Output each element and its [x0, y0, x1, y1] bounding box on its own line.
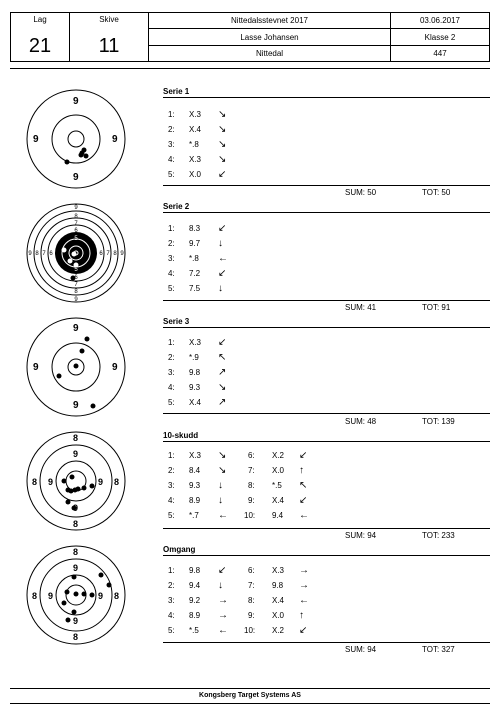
target-omgang	[26, 545, 126, 645]
shot-number: 1:	[168, 110, 175, 119]
series-title: Serie 1	[163, 87, 190, 96]
shot-direction-icon: ↙	[299, 495, 308, 506]
footer-rule	[10, 688, 490, 689]
ring-label: 9	[73, 616, 79, 626]
series-sum-rule	[163, 528, 490, 529]
shot-number: 2:	[168, 466, 175, 475]
shot-direction-icon: →	[299, 565, 309, 576]
shot-value: *.9	[189, 353, 199, 362]
shot-direction-icon: ↘	[218, 382, 227, 393]
svg-text:8: 8	[74, 289, 78, 295]
shot-value: X.0	[272, 611, 285, 620]
shot-direction-icon: ↘	[218, 139, 227, 150]
shot-number: 4:	[168, 611, 175, 620]
shot-value: 9.8	[189, 368, 201, 377]
shot-value: X.3	[272, 566, 285, 575]
series-sum-rule	[163, 642, 490, 643]
svg-text:6: 6	[99, 251, 103, 257]
shot-value: 9.7	[189, 239, 201, 248]
series-sum: SUM: 94	[345, 531, 377, 540]
ring-label: 8	[73, 519, 79, 529]
shot-number: 3:	[168, 140, 175, 149]
shot-number: 8:	[248, 481, 255, 490]
skive-value: 11	[98, 35, 120, 57]
shot-direction-icon: ←	[299, 595, 309, 606]
shot-number: 3:	[168, 368, 175, 377]
shot-direction-icon: ←	[218, 253, 228, 264]
shot-number: 4:	[168, 269, 175, 278]
svg-text:7: 7	[106, 251, 110, 257]
shot-direction-icon: ↑	[299, 465, 304, 476]
shot-value: X.4	[272, 496, 285, 505]
shooter-name: Lasse Johansen	[240, 33, 299, 42]
target-10-skudd	[26, 431, 126, 531]
shot-value: *.5	[272, 481, 282, 490]
svg-text:6: 6	[49, 251, 53, 257]
lag-cell	[10, 12, 70, 62]
svg-text:7: 7	[42, 251, 46, 257]
shot-number: 8:	[248, 596, 255, 605]
shot-direction-icon: ←	[299, 510, 309, 521]
shot-direction-icon: ↑	[299, 610, 304, 621]
footer-rule	[10, 703, 490, 704]
shot-value: 8.9	[189, 611, 201, 620]
svg-text:9: 9	[74, 205, 78, 211]
shot-direction-icon: ↙	[218, 169, 227, 180]
shot-number: 9:	[248, 496, 255, 505]
ring-label: 9	[73, 449, 79, 459]
series-total: TOT: 233	[422, 531, 455, 540]
series-sum-rule	[163, 185, 490, 186]
shot-number: 5:	[168, 398, 175, 407]
ring-label: 9	[73, 503, 79, 513]
series-title-rule	[163, 212, 490, 213]
shot-number: 4:	[168, 496, 175, 505]
shot-number: 1:	[168, 566, 175, 575]
svg-text:9: 9	[28, 251, 32, 257]
ring-label: 9	[73, 400, 79, 411]
shot-number: 5:	[168, 626, 175, 635]
series-title-rule	[163, 97, 490, 98]
shot-number: 10:	[244, 626, 256, 635]
shot-value: X.2	[272, 626, 285, 635]
svg-text:8: 8	[35, 251, 39, 257]
shot-number: 2:	[168, 353, 175, 362]
shot-direction-icon: ↓	[218, 480, 223, 491]
shot-number: 2:	[168, 239, 175, 248]
shot-value: 7.5	[189, 284, 201, 293]
shot-value: X.4	[189, 125, 202, 134]
shot-value: X.0	[272, 466, 285, 475]
ring-label: 8	[73, 547, 79, 557]
shot-number: 5:	[168, 170, 175, 179]
shot-direction-icon: ↓	[218, 238, 223, 249]
shot-direction-icon: ↘	[218, 109, 227, 120]
ring-label: 9	[48, 477, 54, 487]
ring-label: 8	[32, 591, 38, 601]
header-table	[10, 12, 490, 62]
svg-text:7: 7	[74, 221, 78, 227]
start-number: 447	[433, 49, 447, 58]
shot-value: X.3	[189, 110, 202, 119]
shot-number: 5:	[168, 511, 175, 520]
shot-number: 3:	[168, 254, 175, 263]
series-sum: SUM: 48	[345, 417, 377, 426]
ring-label: 9	[112, 362, 118, 373]
shot-number: 3:	[168, 481, 175, 490]
shot-value: 8.4	[189, 466, 201, 475]
shot-value: 9.8	[272, 581, 284, 590]
shot-value: X.3	[189, 451, 202, 460]
series-total: TOT: 139	[422, 417, 455, 426]
ring-label: 9	[112, 134, 118, 145]
svg-text:6: 6	[74, 275, 78, 281]
shot-number: 5:	[168, 284, 175, 293]
shot-number: 1:	[168, 451, 175, 460]
shot-value: *.8	[189, 140, 199, 149]
svg-text:9: 9	[74, 297, 78, 303]
shot-value: 9.3	[189, 383, 201, 392]
class: Klasse 2	[424, 33, 456, 42]
series-total: TOT: 327	[422, 645, 455, 654]
ring-label: 9	[33, 362, 39, 373]
header-divider	[10, 68, 490, 69]
shot-value: X.0	[189, 170, 202, 179]
series-title: Serie 3	[163, 317, 190, 326]
svg-text:5: 5	[74, 267, 78, 273]
shot-direction-icon: ↘	[218, 124, 227, 135]
lag-label: Lag	[33, 15, 47, 24]
lag-value: 21	[28, 35, 52, 57]
shot-value: X.4	[189, 398, 202, 407]
series-sum-rule	[163, 300, 490, 301]
shot-direction-icon: ↘	[218, 450, 227, 461]
shot-value: 9.3	[189, 481, 201, 490]
shot-number: 2:	[168, 125, 175, 134]
series-sum: SUM: 50	[345, 188, 377, 197]
series-sum: SUM: 41	[345, 303, 377, 312]
shot-direction-icon: ↘	[218, 154, 227, 165]
target-serie-2	[26, 203, 126, 303]
svg-text:7: 7	[74, 282, 78, 288]
ring-label: 9	[98, 477, 104, 487]
shot-number: 4:	[168, 383, 175, 392]
shot-direction-icon: ↓	[218, 283, 223, 294]
ring-label: 9	[98, 591, 104, 601]
shot-direction-icon: ↖	[218, 352, 227, 363]
series-title-rule	[163, 441, 490, 442]
shot-value: X.4	[272, 596, 285, 605]
footer-company: Kongsberg Target Systems AS	[199, 692, 301, 699]
series-title: 10-skudd	[163, 431, 199, 440]
shot-value: X.3	[189, 338, 202, 347]
shot-number: 7:	[248, 466, 255, 475]
ring-label: 8	[73, 632, 79, 642]
shot-number: 2:	[168, 581, 175, 590]
ring-label: 9	[73, 563, 79, 573]
shot-value: 9.2	[189, 596, 201, 605]
shot-direction-icon: ↗	[218, 367, 227, 378]
skive-cell	[69, 12, 149, 62]
shot-direction-icon: →	[218, 610, 228, 621]
shot-number: 6:	[248, 566, 255, 575]
shot-value: X.3	[189, 155, 202, 164]
shot-value: *.8	[189, 254, 199, 263]
date-cell	[390, 12, 490, 29]
shot-value: 9.8	[189, 566, 201, 575]
shot-direction-icon: ↗	[218, 397, 227, 408]
class-cell	[390, 28, 490, 46]
series-title-rule	[163, 555, 490, 556]
series-sum: SUM: 94	[345, 645, 377, 654]
shot-value: 7.2	[189, 269, 201, 278]
shot-number: 3:	[168, 596, 175, 605]
event-name: Nittedalsstevnet 2017	[231, 16, 308, 25]
svg-text:8: 8	[113, 251, 117, 257]
ring-label: 8	[114, 591, 120, 601]
svg-text:9: 9	[120, 251, 124, 257]
shot-direction-icon: →	[299, 580, 309, 591]
svg-text:6: 6	[74, 228, 78, 234]
shot-value: 8.9	[189, 496, 201, 505]
skive-label: Skive	[99, 15, 119, 24]
shot-number: 9:	[248, 611, 255, 620]
svg-text:8: 8	[74, 214, 78, 220]
number-cell	[390, 45, 490, 62]
svg-text:5: 5	[74, 236, 78, 242]
shot-number: 4:	[168, 155, 175, 164]
shot-value: 9.4	[189, 581, 201, 590]
shot-value: *.5	[189, 626, 199, 635]
shot-direction-icon: ↖	[299, 480, 308, 491]
ring-label: 8	[114, 477, 120, 487]
club-cell	[148, 45, 391, 62]
shot-direction-icon: ↙	[218, 565, 227, 576]
shot-number: 1:	[168, 338, 175, 347]
ring-label: 8	[32, 477, 38, 487]
shot-value: 8.3	[189, 224, 201, 233]
series-title-rule	[163, 327, 490, 328]
date: 03.06.2017	[419, 16, 461, 25]
club-name: Nittedal	[255, 49, 284, 58]
shot-number: 7:	[248, 581, 255, 590]
event-cell	[148, 12, 391, 29]
series-total: TOT: 91	[422, 303, 451, 312]
shot-direction-icon: →	[218, 595, 228, 606]
series-total: TOT: 50	[422, 188, 451, 197]
shot-direction-icon: ↘	[218, 465, 227, 476]
ring-label: 9	[48, 591, 54, 601]
shot-direction-icon: ↓	[218, 495, 223, 506]
ring-label: 8	[73, 433, 79, 443]
shot-direction-icon: ↙	[218, 337, 227, 348]
ring-label: 9	[33, 134, 39, 145]
shot-direction-icon: ↓	[218, 580, 223, 591]
shot-number: 6:	[248, 451, 255, 460]
shot-direction-icon: ↙	[218, 223, 227, 234]
shot-value: X.2	[272, 451, 285, 460]
series-title: Serie 2	[163, 202, 190, 211]
shot-direction-icon: ←	[218, 625, 228, 636]
shot-direction-icon: ↙	[299, 625, 308, 636]
ring-label: 9	[73, 323, 79, 334]
shot-direction-icon: ↙	[299, 450, 308, 461]
shot-value: 9.4	[272, 511, 284, 520]
shot-direction-icon: ←	[218, 510, 228, 521]
shooter-cell	[148, 28, 391, 46]
shot-number: 1:	[168, 224, 175, 233]
ring-label: 9	[73, 172, 79, 183]
shot-value: *.7	[189, 511, 199, 520]
shot-number: 10:	[244, 511, 256, 520]
series-sum-rule	[163, 413, 490, 414]
shot-direction-icon: ↙	[218, 268, 227, 279]
series-title: Omgang	[163, 545, 196, 554]
ring-label: 9	[73, 96, 79, 107]
